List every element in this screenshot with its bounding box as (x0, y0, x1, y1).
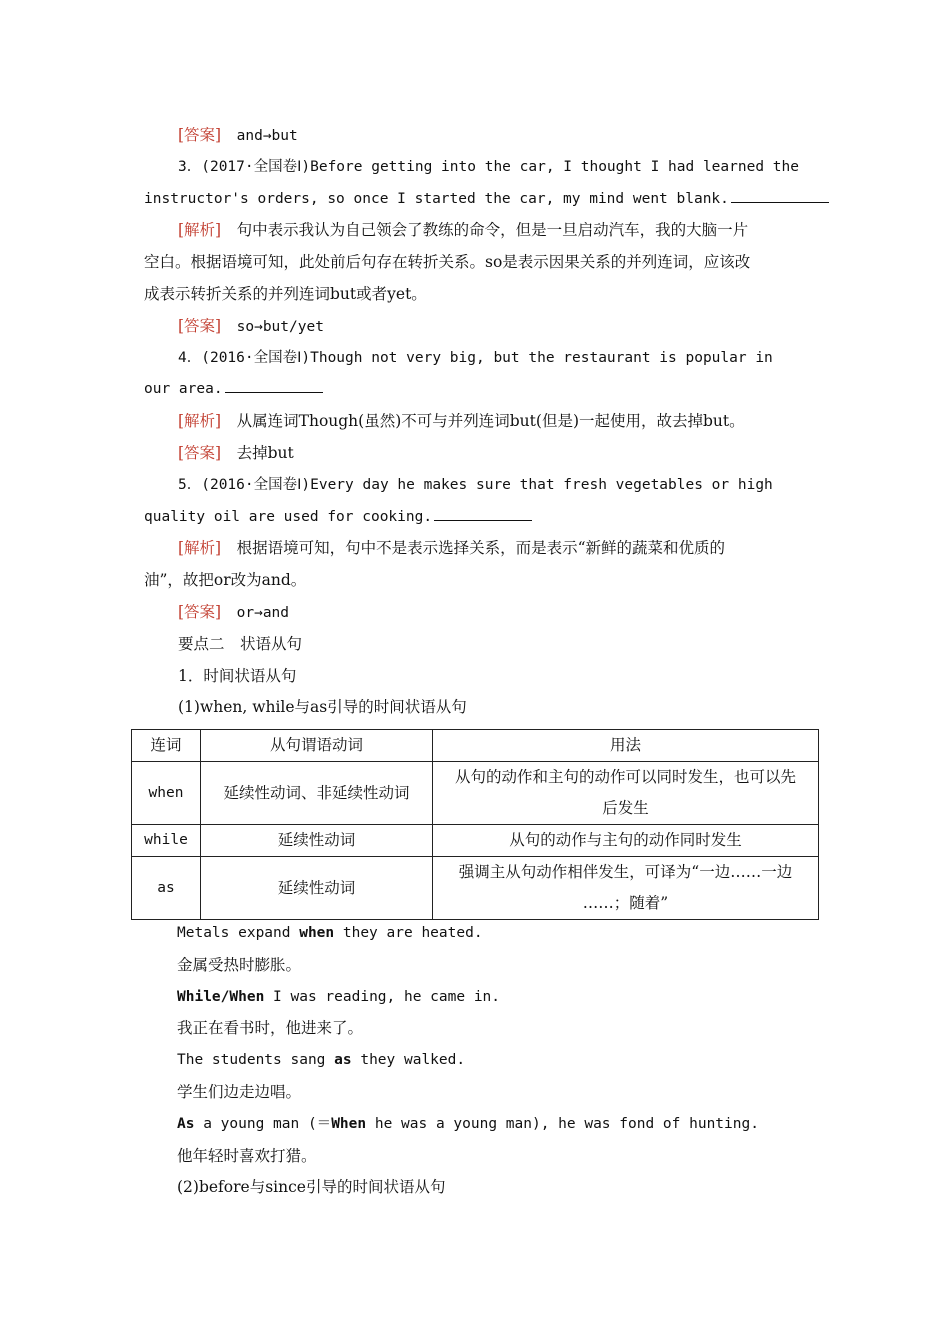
answer-blank (225, 378, 323, 393)
question-5-line-2: quality oil are used for cooking. (144, 502, 806, 534)
example-cn: 他年轻时喜欢打猎。 (177, 1146, 317, 1165)
analysis-tag: [解析] (178, 221, 222, 240)
example-cn: 金属受热时膨胀。 (177, 955, 302, 974)
analysis-line: 油”，故把or改为and。 (144, 571, 307, 590)
analysis-line: [解析] 根据语境可知，句中不是表示选择关系，而是表示“新鲜的蔬菜和优质的 (178, 539, 726, 558)
analysis-line: 空白。根据语境可知，此处前后句存在转折关系。so是表示因果关系的并列连词，应该改 (144, 253, 751, 272)
example-en: While/When I was reading, he came in. (177, 988, 501, 1005)
answer-tag: [答案] (178, 602, 222, 621)
example-en: As a young man (＝When he was a young man), he was fond of hunting. (177, 1115, 759, 1132)
question-4-line-1: 4．(2016·全国卷Ⅰ)Though not very big, but the restaurant is popular in (178, 349, 773, 366)
subsection-heading: 1．时间状语从句 (178, 666, 297, 685)
table-row (132, 825, 819, 857)
answer-tag: [答案] (178, 443, 222, 462)
table-cell-verb: 延续性动词、非延续性动词 (201, 762, 433, 825)
analysis-line: 成表示转折关系的并列连词but或者yet。 (144, 284, 427, 303)
question-3-line-2: instructor's orders, so once I started the car, my mind went blank. (144, 184, 806, 216)
answer-line: [答案] so→but/yet (178, 316, 324, 335)
examples (177, 918, 817, 1204)
table-cell-conj: as (132, 857, 201, 920)
example-cn: 我正在看书时，他进来了。 (177, 1019, 364, 1038)
analysis-tag: [解析] (178, 412, 222, 431)
table-cell-conj: while (132, 825, 201, 857)
question-5-line-1: 5．(2016·全国卷Ⅰ)Every day he makes sure that fresh vegetables or high (178, 476, 773, 493)
example-cn: 学生们边走边唱。 (177, 1082, 302, 1101)
answer-tag: [答案] (178, 126, 222, 144)
table-cell-usage: 从句的动作与主句的动作同时发生 (433, 825, 819, 857)
analysis-line: [解析] 从属连词Though(虽然)不可与并列连词but(但是)一起使用，故去掉but。 (178, 412, 745, 431)
table-cell-usage: 强调主从句动作相伴发生，可译为“一边……一边 ……；随着” (433, 857, 819, 920)
table-row (132, 762, 819, 825)
section-heading: 要点二 状语从句 (178, 634, 303, 653)
table-cell-conj: when (132, 762, 201, 825)
answer-blank (731, 188, 829, 203)
table-cell-verb: 延续性动词 (201, 825, 433, 857)
table-header: 从句谓语动词 (201, 730, 433, 762)
question-3-line-1: 3．(2017·全国卷Ⅰ)Before getting into the car, I thought I had learned the (178, 158, 799, 175)
answer-text: and→but (236, 128, 298, 144)
table-row (132, 857, 819, 920)
example-en: The students sang as they walked. (177, 1052, 466, 1069)
answer-line: [答案] 去掉but (178, 443, 294, 462)
answer-line: [答案] or→and (178, 602, 290, 621)
example-en: Metals expand when they are heated. (177, 925, 483, 941)
conjunction-table (131, 729, 819, 920)
document-body (144, 120, 806, 724)
subsection-heading: (1)when, while与as引导的时间状语从句 (178, 698, 467, 717)
analysis-line: [解析] 句中表示我认为自己领会了教练的命令，但是一旦启动汽车，我的大脑一片 (178, 221, 749, 240)
table-cell-verb: 延续性动词 (201, 857, 433, 920)
answer-blank (434, 506, 532, 521)
table-header: 用法 (433, 730, 819, 762)
answer-line (144, 120, 806, 152)
analysis-tag: [解析] (178, 539, 222, 558)
table-header: 连词 (132, 730, 201, 762)
question-4-line-2: our area. (144, 374, 806, 406)
table-header-row (132, 730, 819, 762)
table-cell-usage: 从句的动作和主句的动作可以同时发生，也可以先 后发生 (433, 762, 819, 825)
answer-tag: [答案] (178, 316, 222, 335)
subsection-heading: (2)before与since引导的时间状语从句 (177, 1178, 446, 1197)
